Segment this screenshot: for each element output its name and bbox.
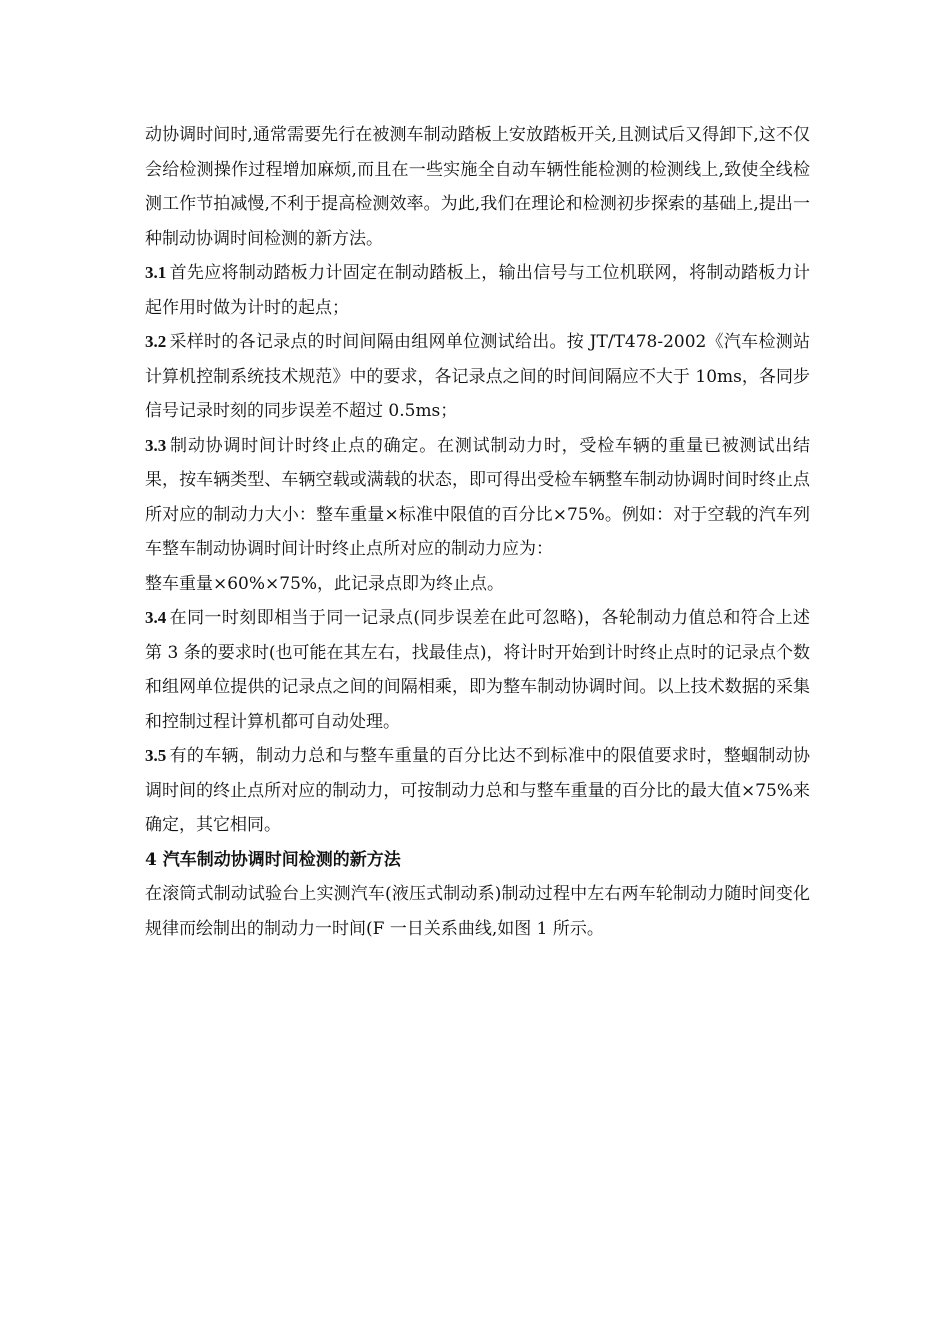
section-number: 3.1: [145, 263, 167, 282]
section-number: 3.3: [145, 435, 167, 455]
final-paragraph: 在滚筒式制动试验台上实测汽车(液压式制动系)制动过程中左右两车轮制动力随时间变化规律而绘制出的制动力一时间(F 一日关系曲线,如图 1 所示。: [145, 884, 810, 939]
section-3-3: [145, 429, 810, 567]
section-3-5: [145, 739, 810, 843]
section-3-2: [145, 325, 810, 429]
intro-paragraph: 动协调时间时,通常需要先行在被测车制动踏板上安放踏板开关,且测试后又得卸下,这不仅会给检测操作过程增加麻烦,而且在一些实施全自动车辆性能检测的检测线上,致使全线检测工作节拍减慢,不利于提高检测效率。为此,我们在理论和检测初步探索的基础上,提出一种制动协调时间检测的新方法。: [145, 125, 810, 249]
section-number: 3.4: [145, 608, 167, 627]
section-text: 在同一时刻即相当于同一记录点(同步误差在此可忽略)，各轮制动力值总和符合上述第 3 条的要求时(也可能在其左右，找最佳点)，将计时开始到计时终止点时的记录点个数和组网单位提供的记录点之间的间隔相乘，即为整车制动协调时间。以上技术数据的采集和控制过程计算机都可自动处理。: [145, 608, 810, 732]
section-text: 制动协调时间计时终止点的确定。在测试制动力时，受检车辆的重量已被测试出结果，按车辆类型、车辆空载或满载的状态，即可得出受检车辆整车制动协调时间时终止点所对应的制动力大小：整车重量×标准中限值的百分比×75%。例如：对于空载的汽车列车整车制动协调时间计时终止点所对应的制动力应为：: [145, 435, 810, 559]
section-3-1: [145, 256, 810, 325]
section-text: 有的车辆，制动力总和与整车重量的百分比达不到标准中的限值要求时，整蝈制动协调时间的终止点所对应的制动力，可按制动力总和与整车重量的百分比的最大值×75%来确定，其它相同。: [145, 746, 810, 835]
section-number: 3.5: [145, 746, 167, 765]
section-3-4: [145, 601, 810, 739]
section-number: 3.2: [145, 332, 167, 351]
section-text: 首先应将制动踏板力计固定在制动踏板上，输出信号与工位机联网，将制动踏板力计起作用时做为计时的起点；: [145, 263, 810, 318]
document-body: [145, 118, 810, 946]
section-3-3-continued: 整车重量×60%×75%，此记录点即为终止点。: [145, 573, 505, 594]
section-heading: 4 汽车制动协调时间检测的新方法: [145, 849, 401, 870]
section-text: 采样时的各记录点的时间间隔由组网单位测试给出。按 JT/T478-2002《汽车检测站计算机控制系统技术规范》中的要求，各记录点之间的时间间隔应不大于 10ms，各同步信号记录时刻的同步误差不超过 0.5ms；: [145, 332, 810, 421]
